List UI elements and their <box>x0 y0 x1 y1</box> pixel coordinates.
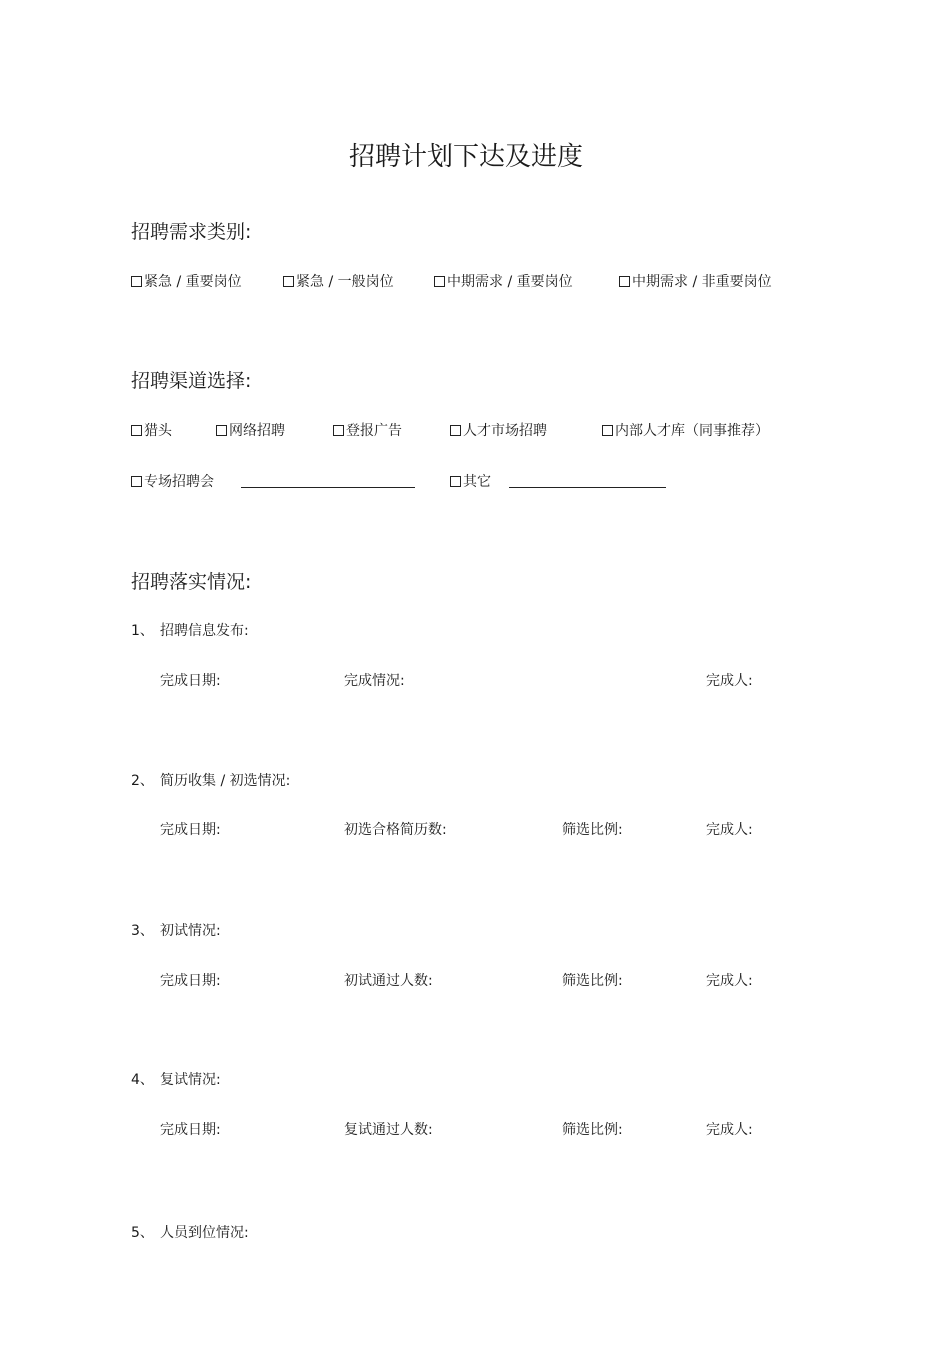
field-second-interview-passed: 复试通过人数: <box>344 1122 433 1138</box>
item-label: 人员到位情况: <box>160 1225 249 1241</box>
field-completion-date: 完成日期: <box>160 1122 221 1138</box>
channel-option-talent-market[interactable]: 人才市场招聘 <box>450 420 547 440</box>
field-completed-by: 完成人: <box>706 822 753 838</box>
field-completion-date: 完成日期: <box>160 822 221 838</box>
field-completed-by: 完成人: <box>706 1122 753 1138</box>
checkbox-icon[interactable] <box>216 425 227 436</box>
item-number: 2、 <box>131 773 154 789</box>
checkbox-icon[interactable] <box>131 425 142 436</box>
checkbox-icon[interactable] <box>131 476 142 487</box>
demand-option-3[interactable]: 中期需求 / 重要岗位 <box>434 271 573 291</box>
field-first-interview-passed: 初试通过人数: <box>344 973 433 989</box>
item-number: 3、 <box>131 923 154 939</box>
demand-option-1[interactable]: 紧急 / 重要岗位 <box>131 271 242 291</box>
page-title: 招聘计划下达及进度 <box>348 142 583 172</box>
demand-option-4[interactable]: 中期需求 / 非重要岗位 <box>619 271 772 291</box>
item-label: 简历收集 / 初选情况: <box>160 773 291 789</box>
item-label: 复试情况: <box>160 1072 221 1088</box>
field-completion-date: 完成日期: <box>160 673 221 689</box>
field-screening-ratio: 筛选比例: <box>562 822 623 838</box>
checkbox-icon[interactable] <box>434 276 445 287</box>
item-number: 1、 <box>131 623 154 639</box>
channel-option-online[interactable]: 网络招聘 <box>216 420 285 440</box>
checkbox-icon[interactable] <box>602 425 613 436</box>
progress-heading: 招聘落实情况: <box>131 571 252 593</box>
checkbox-icon[interactable] <box>333 425 344 436</box>
demand-heading: 招聘需求类别: <box>131 221 252 243</box>
field-screening-ratio: 筛选比例: <box>562 973 623 989</box>
other-blank-line[interactable] <box>509 487 666 488</box>
checkbox-icon[interactable] <box>450 476 461 487</box>
channel-heading: 招聘渠道选择: <box>131 370 252 392</box>
field-screening-ratio: 筛选比例: <box>562 1122 623 1138</box>
field-qualified-resumes: 初选合格简历数: <box>344 822 447 838</box>
channel-option-internal[interactable]: 内部人才库（同事推荐） <box>602 420 769 440</box>
field-completion-status: 完成情况: <box>344 673 405 689</box>
item-number: 5、 <box>131 1225 154 1241</box>
checkbox-icon[interactable] <box>619 276 630 287</box>
item-label: 初试情况: <box>160 923 221 939</box>
item-label: 招聘信息发布: <box>160 623 249 639</box>
channel-option-newspaper[interactable]: 登报广告 <box>333 420 402 440</box>
channel-option-headhunter[interactable]: 猎头 <box>131 420 172 440</box>
field-completed-by: 完成人: <box>706 673 753 689</box>
job-fair-blank-line[interactable] <box>241 487 415 488</box>
field-completion-date: 完成日期: <box>160 973 221 989</box>
channel-option-job-fair[interactable]: 专场招聘会 <box>131 471 214 491</box>
channel-option-other[interactable]: 其它 <box>450 471 491 491</box>
checkbox-icon[interactable] <box>283 276 294 287</box>
field-completed-by: 完成人: <box>706 973 753 989</box>
item-number: 4、 <box>131 1072 154 1088</box>
checkbox-icon[interactable] <box>450 425 461 436</box>
checkbox-icon[interactable] <box>131 276 142 287</box>
demand-option-2[interactable]: 紧急 / 一般岗位 <box>283 271 394 291</box>
